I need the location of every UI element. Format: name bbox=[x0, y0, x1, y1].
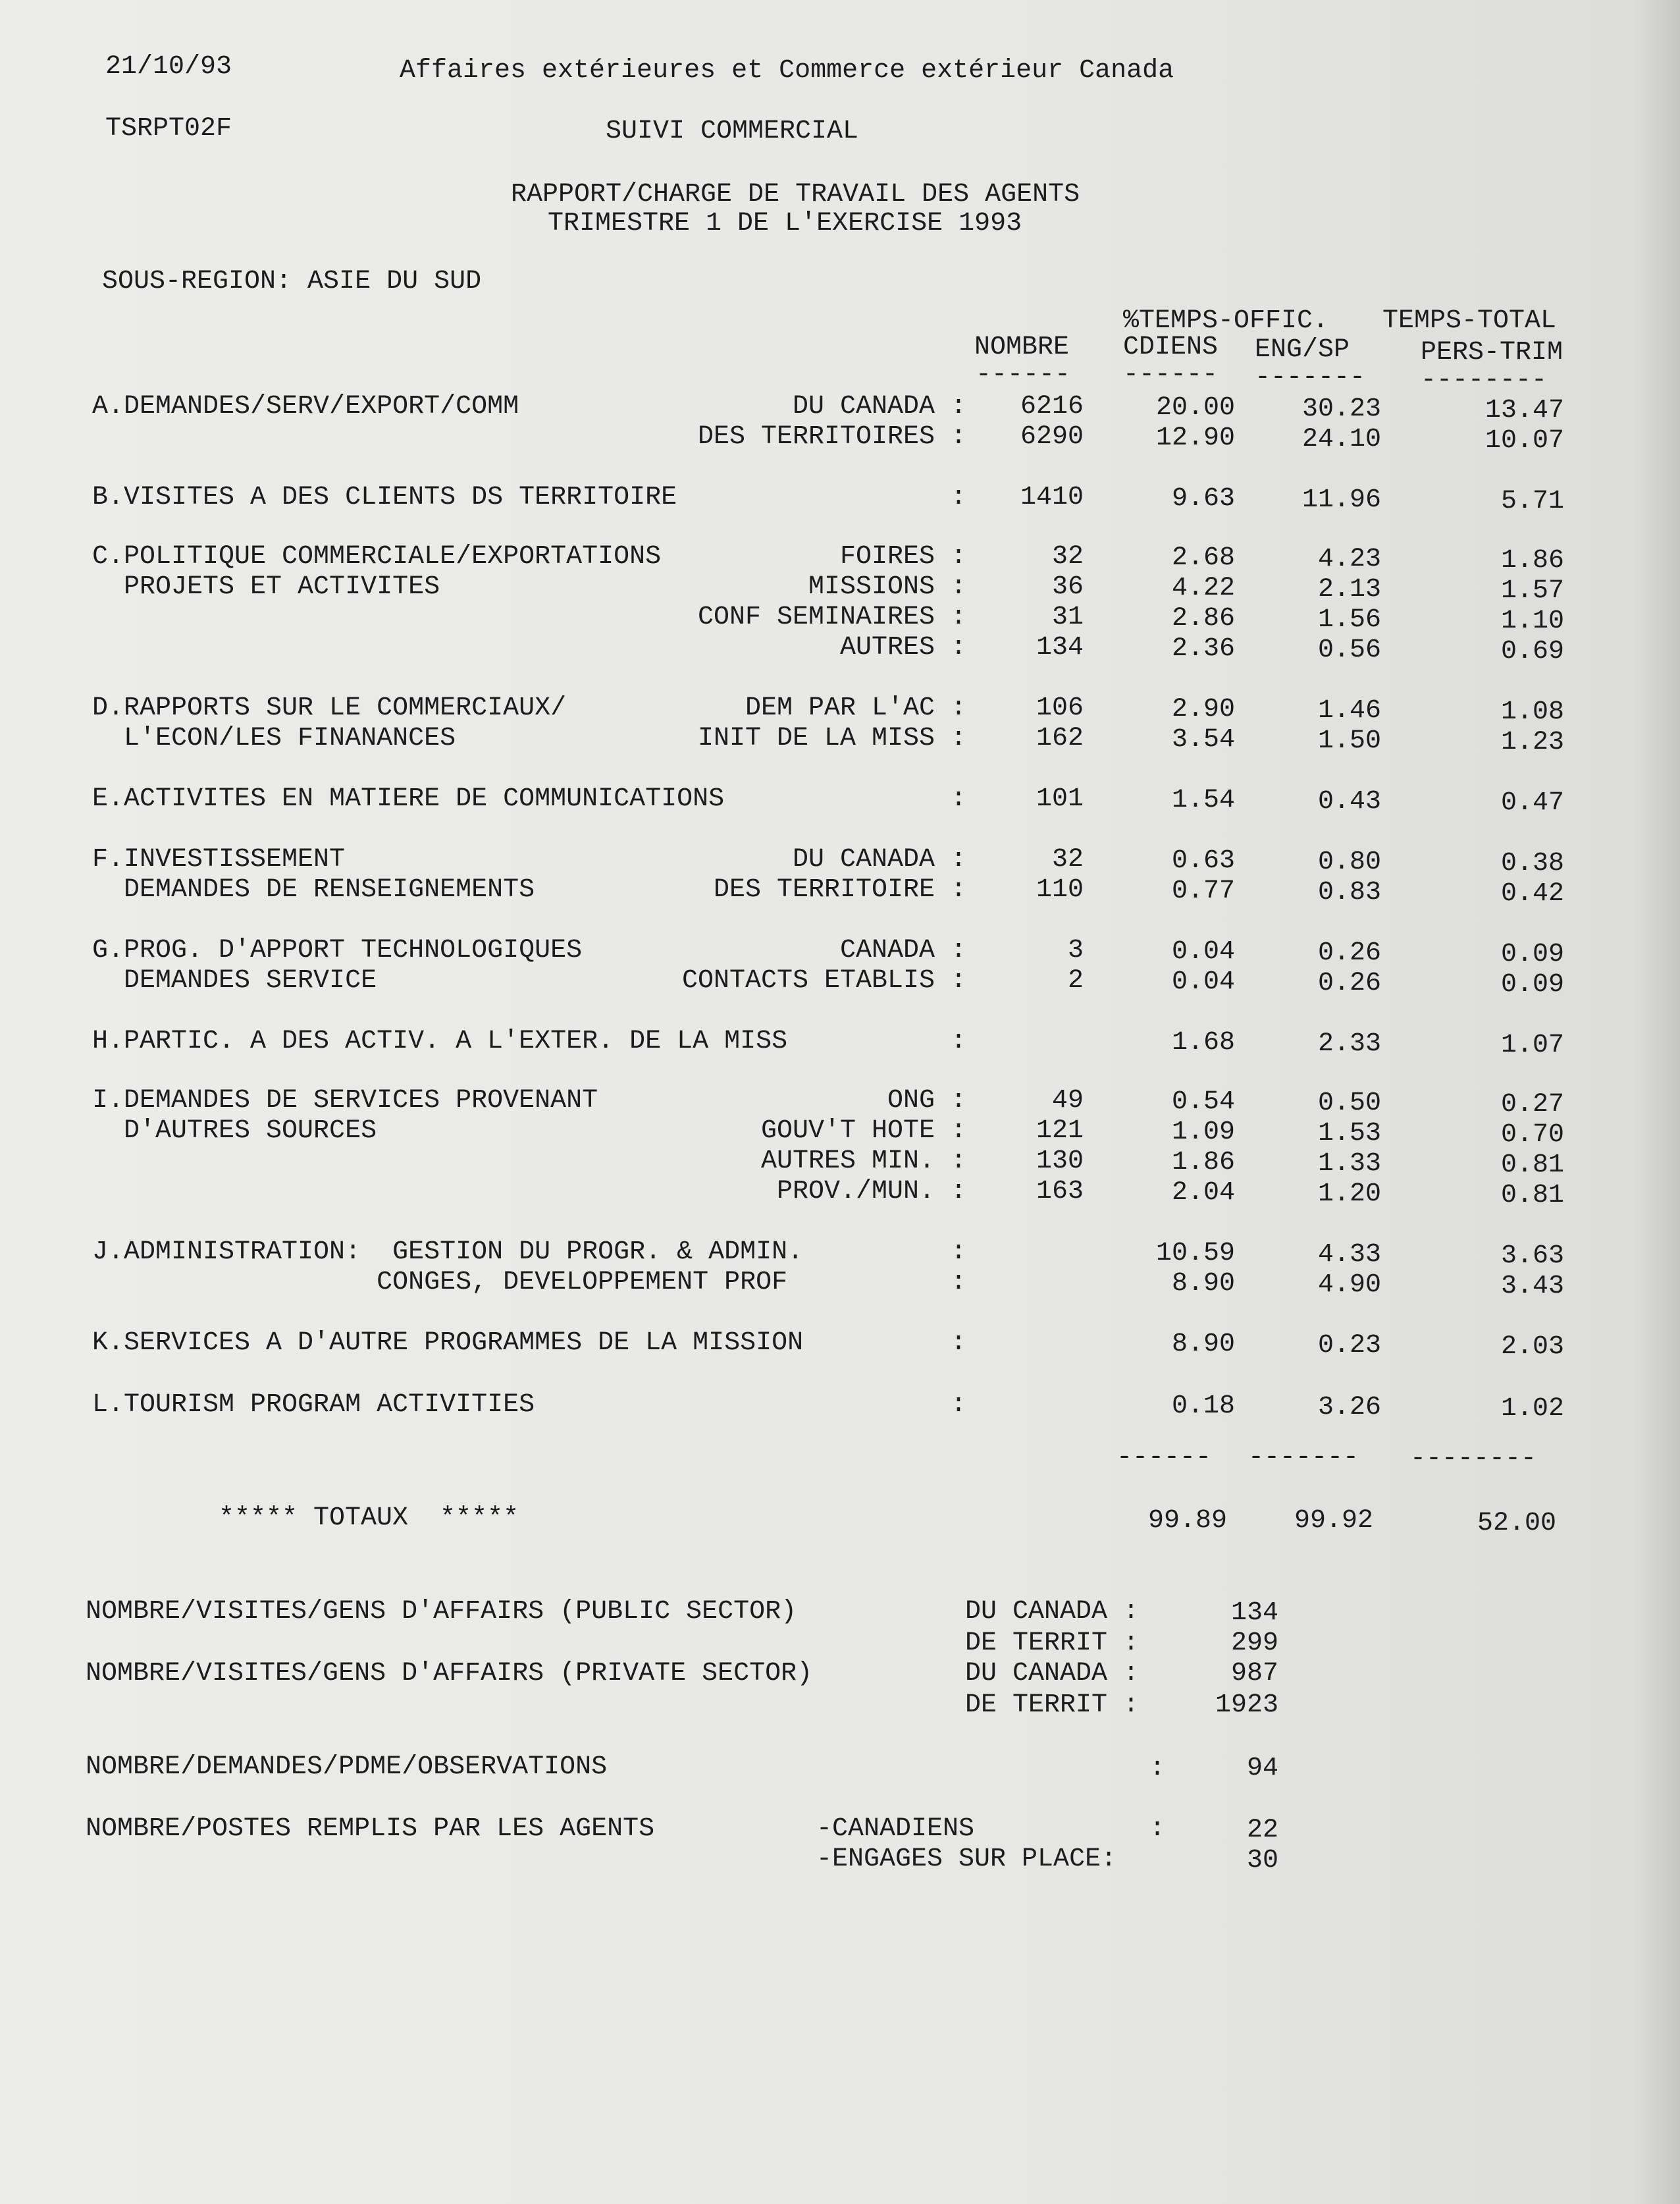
canadiens-label: -CANADIENS bbox=[816, 1814, 975, 1844]
private-visits-label: NOMBRE/VISITES/GENS D'AFFAIRS (PRIVATE SECTOR) bbox=[86, 1659, 813, 1688]
row-colon: : bbox=[951, 603, 967, 632]
engsp-cell: 1.33 bbox=[1317, 1149, 1381, 1179]
row-label: E.ACTIVITES EN MATIERE DE COMMUNICATIONS bbox=[92, 784, 725, 814]
column-perstrim: PERS-TRIM bbox=[1421, 338, 1563, 367]
column-cdiens: CDIENS bbox=[1123, 333, 1219, 362]
cdiens-cell: 0.04 bbox=[1171, 937, 1235, 967]
cdiens-cell: 2.36 bbox=[1171, 634, 1235, 664]
row-sublabel: INIT DE LA MISS bbox=[697, 724, 935, 753]
row-label: PROJETS ET ACTIVITES bbox=[92, 572, 440, 602]
row-colon: : bbox=[951, 392, 967, 421]
row-sublabel: AUTRES MIN. bbox=[760, 1146, 935, 1176]
nombre-cell: 130 bbox=[1036, 1146, 1084, 1176]
row-sublabel: PROV./MUN. bbox=[776, 1177, 935, 1206]
nombre-cell: 2 bbox=[1067, 966, 1084, 996]
row-label: L.TOURISM PROGRAM ACTIVITIES bbox=[92, 1390, 535, 1420]
nombre-cell: 121 bbox=[1036, 1116, 1084, 1146]
row-sublabel: ONG bbox=[887, 1086, 935, 1115]
engsp-cell: 2.33 bbox=[1317, 1029, 1381, 1059]
perstrim-cell: 0.47 bbox=[1500, 788, 1564, 818]
row-label: B.VISITES A DES CLIENTS DS TERRITOIRE bbox=[92, 483, 677, 512]
rule-cdiens: ------ bbox=[1123, 360, 1219, 390]
cdiens-cell: 10.59 bbox=[1155, 1239, 1235, 1268]
nombre-cell: 36 bbox=[1051, 572, 1084, 602]
engsp-cell: 1.20 bbox=[1317, 1179, 1381, 1209]
row-label: I.DEMANDES DE SERVICES PROVENANT bbox=[92, 1086, 598, 1115]
perstrim-cell: 0.42 bbox=[1500, 879, 1564, 909]
postes-label: NOMBRE/POSTES REMPLIS PAR LES AGENTS bbox=[86, 1814, 655, 1844]
cdiens-cell: 3.54 bbox=[1171, 725, 1235, 755]
nombre-cell: 6216 bbox=[1020, 392, 1084, 421]
engsp-cell: 0.50 bbox=[1317, 1089, 1381, 1118]
row-label: K.SERVICES A D'AUTRE PROGRAMMES DE LA MISSION bbox=[92, 1328, 804, 1358]
cdiens-cell: 8.90 bbox=[1171, 1330, 1235, 1359]
perstrim-cell: 2.03 bbox=[1500, 1332, 1564, 1362]
row-colon: : bbox=[951, 693, 967, 723]
perstrim-cell: 0.27 bbox=[1500, 1090, 1564, 1119]
engages-label: -ENGAGES SUR PLACE: bbox=[816, 1844, 1117, 1874]
row-colon: : bbox=[951, 1268, 967, 1297]
row-label: J.ADMINISTRATION: GESTION DU PROGR. & ADMIN. bbox=[92, 1237, 804, 1267]
row-sublabel: GOUV'T HOTE bbox=[760, 1116, 935, 1146]
cdiens-cell: 0.54 bbox=[1171, 1087, 1235, 1117]
engsp-cell: 0.26 bbox=[1317, 938, 1381, 968]
nombre-cell: 31 bbox=[1051, 603, 1084, 632]
column-engsp: ENG/SP bbox=[1255, 335, 1350, 365]
row-label: H.PARTIC. A DES ACTIV. A L'EXTER. DE LA MISS bbox=[92, 1027, 788, 1056]
row-colon: : bbox=[951, 845, 967, 874]
perstrim-cell: 3.43 bbox=[1500, 1272, 1564, 1301]
row-colon: : bbox=[951, 936, 967, 965]
engsp-cell: 24.10 bbox=[1301, 425, 1381, 454]
nombre-cell: 101 bbox=[1036, 784, 1084, 814]
engsp-cell: 0.26 bbox=[1317, 969, 1381, 998]
perstrim-cell: 1.07 bbox=[1500, 1031, 1564, 1060]
nombre-cell: 134 bbox=[1036, 633, 1084, 662]
totals-rule-eng: ------- bbox=[1248, 1443, 1359, 1472]
row-colon: : bbox=[951, 1146, 967, 1176]
column-group-pct: %TEMPS-OFFIC. bbox=[1123, 306, 1329, 336]
row-colon: : bbox=[951, 1027, 967, 1056]
row-colon: : bbox=[951, 784, 967, 814]
nombre-cell: 163 bbox=[1036, 1177, 1084, 1206]
organization-name: Affaires extérieures et Commerce extérieur Canada bbox=[400, 56, 1174, 86]
engsp-cell: 4.33 bbox=[1317, 1240, 1381, 1270]
row-colon: : bbox=[951, 572, 967, 602]
totals-perstrim: 52.00 bbox=[1477, 1509, 1556, 1538]
pdme-value: 94 bbox=[1246, 1754, 1278, 1783]
totals-cdiens: 99.89 bbox=[1147, 1506, 1227, 1536]
nombre-cell: 49 bbox=[1051, 1086, 1084, 1115]
row-sublabel: DU CANADA bbox=[792, 845, 935, 874]
cdiens-cell: 12.90 bbox=[1155, 423, 1235, 453]
engsp-cell: 1.50 bbox=[1317, 726, 1381, 756]
nombre-cell: 106 bbox=[1036, 693, 1084, 723]
public-canada-value: 134 bbox=[1230, 1598, 1278, 1628]
row-colon: : bbox=[951, 422, 967, 452]
report-period: TRIMESTRE 1 DE L'EXERCISE 1993 bbox=[548, 209, 1022, 238]
rule-perstrim: -------- bbox=[1421, 365, 1548, 395]
row-colon: : bbox=[951, 542, 967, 572]
nombre-cell: 1410 bbox=[1020, 483, 1084, 512]
row-label: DEMANDES DE RENSEIGNEMENTS bbox=[92, 875, 535, 905]
pdme-colon: : bbox=[1149, 1754, 1166, 1783]
nombre-cell: 32 bbox=[1051, 845, 1084, 874]
public-territ-label: DE TERRIT : bbox=[965, 1628, 1140, 1658]
perstrim-cell: 1.02 bbox=[1500, 1394, 1564, 1424]
perstrim-cell: 1.08 bbox=[1500, 697, 1564, 727]
row-colon: : bbox=[951, 875, 967, 905]
private-canada-value: 987 bbox=[1230, 1659, 1278, 1688]
private-territ-value: 1923 bbox=[1215, 1690, 1278, 1720]
row-colon: : bbox=[951, 633, 967, 662]
page-edge-shadow bbox=[1634, 0, 1680, 2204]
perstrim-cell: 0.38 bbox=[1500, 849, 1564, 878]
row-colon: : bbox=[951, 966, 967, 996]
row-label: G.PROG. D'APPORT TECHNOLOGIQUES bbox=[92, 936, 583, 965]
row-sublabel: CONTACTS ETABLIS bbox=[681, 966, 935, 996]
row-label: D.RAPPORTS SUR LE COMMERCIAUX/ bbox=[92, 693, 567, 723]
perstrim-cell: 0.81 bbox=[1500, 1150, 1564, 1180]
canadiens-colon: : bbox=[1149, 1814, 1166, 1844]
totals-label: ***** TOTAUX ***** bbox=[219, 1503, 519, 1533]
column-nombre: NOMBRE bbox=[974, 333, 1070, 362]
system-name: SUIVI COMMERCIAL bbox=[606, 117, 859, 146]
totals-rule-cd: ------ bbox=[1116, 1443, 1212, 1472]
perstrim-cell: 0.69 bbox=[1500, 637, 1564, 666]
perstrim-cell: 13.47 bbox=[1484, 396, 1564, 425]
cdiens-cell: 20.00 bbox=[1155, 393, 1235, 423]
cdiens-cell: 2.90 bbox=[1171, 695, 1235, 724]
private-territ-label: DE TERRIT : bbox=[965, 1690, 1140, 1720]
nombre-cell: 110 bbox=[1036, 875, 1084, 905]
row-sublabel: DES TERRITOIRE bbox=[713, 875, 935, 905]
cdiens-cell: 2.86 bbox=[1171, 604, 1235, 633]
row-sublabel: CONF SEMINAIRES bbox=[697, 603, 935, 632]
perstrim-cell: 1.23 bbox=[1500, 728, 1564, 757]
public-visits-label: NOMBRE/VISITES/GENS D'AFFAIRS (PUBLIC SECTOR) bbox=[86, 1597, 797, 1626]
report-date: 21/10/93 bbox=[105, 52, 232, 82]
nombre-cell: 6290 bbox=[1020, 422, 1084, 452]
perstrim-cell: 0.70 bbox=[1500, 1120, 1564, 1150]
cdiens-cell: 1.86 bbox=[1171, 1148, 1235, 1177]
row-label: F.INVESTISSEMENT bbox=[92, 845, 346, 874]
cdiens-cell: 0.77 bbox=[1171, 876, 1235, 906]
totals-engsp: 99.92 bbox=[1294, 1506, 1373, 1536]
cdiens-cell: 0.04 bbox=[1171, 967, 1235, 997]
engsp-cell: 0.23 bbox=[1317, 1331, 1381, 1360]
row-colon: : bbox=[951, 1086, 967, 1115]
subregion: SOUS-REGION: ASIE DU SUD bbox=[102, 267, 482, 296]
row-sublabel: MISSIONS bbox=[808, 572, 935, 602]
perstrim-cell: 0.09 bbox=[1500, 970, 1564, 1000]
row-colon: : bbox=[951, 1116, 967, 1146]
engsp-cell: 0.43 bbox=[1317, 787, 1381, 817]
row-label: CONGES, DEVELOPPEMENT PROF bbox=[92, 1268, 788, 1297]
report-title: RAPPORT/CHARGE DE TRAVAIL DES AGENTS bbox=[511, 180, 1080, 209]
pdme-label: NOMBRE/DEMANDES/PDME/OBSERVATIONS bbox=[86, 1752, 608, 1782]
row-sublabel: DU CANADA bbox=[792, 392, 935, 421]
row-colon: : bbox=[951, 483, 967, 512]
rule-engsp: ------- bbox=[1255, 363, 1366, 392]
cdiens-cell: 8.90 bbox=[1171, 1269, 1235, 1299]
nombre-cell: 3 bbox=[1067, 936, 1084, 965]
cdiens-cell: 4.22 bbox=[1171, 574, 1235, 603]
cdiens-cell: 2.04 bbox=[1171, 1178, 1235, 1208]
cdiens-cell: 0.63 bbox=[1171, 846, 1235, 876]
report-code: TSRPT02F bbox=[105, 114, 232, 144]
perstrim-cell: 5.71 bbox=[1500, 487, 1564, 516]
perstrim-cell: 1.57 bbox=[1500, 576, 1564, 606]
cdiens-cell: 1.68 bbox=[1171, 1028, 1235, 1058]
row-sublabel: DEM PAR L'AC bbox=[745, 693, 935, 723]
row-colon: : bbox=[951, 1177, 967, 1206]
public-territ-value: 299 bbox=[1230, 1628, 1278, 1658]
engsp-cell: 2.13 bbox=[1317, 575, 1381, 605]
engsp-cell: 30.23 bbox=[1301, 394, 1381, 424]
engsp-cell: 1.53 bbox=[1317, 1119, 1381, 1148]
row-sublabel: CANADA bbox=[839, 936, 935, 965]
cdiens-cell: 2.68 bbox=[1171, 543, 1235, 573]
column-group-total: TEMPS-TOTAL bbox=[1382, 306, 1557, 336]
row-colon: : bbox=[951, 1237, 967, 1267]
public-canada-label: DU CANADA : bbox=[965, 1597, 1140, 1626]
totals-rule-pt: -------- bbox=[1410, 1444, 1537, 1474]
engsp-cell: 3.26 bbox=[1317, 1393, 1381, 1422]
engsp-cell: 4.23 bbox=[1317, 545, 1381, 574]
perstrim-cell: 1.86 bbox=[1500, 546, 1564, 576]
engsp-cell: 0.80 bbox=[1317, 847, 1381, 877]
row-sublabel: AUTRES bbox=[839, 633, 935, 662]
engsp-cell: 4.90 bbox=[1317, 1270, 1381, 1300]
engsp-cell: 0.83 bbox=[1317, 878, 1381, 907]
row-label: DEMANDES SERVICE bbox=[92, 966, 377, 996]
rule-nombre: ------ bbox=[976, 360, 1071, 390]
row-colon: : bbox=[951, 1328, 967, 1358]
canadiens-value: 22 bbox=[1246, 1815, 1278, 1845]
perstrim-cell: 1.10 bbox=[1500, 606, 1564, 636]
row-label: C.POLITIQUE COMMERCIALE/EXPORTATIONS bbox=[92, 542, 662, 572]
cdiens-cell: 1.54 bbox=[1171, 786, 1235, 815]
perstrim-cell: 0.81 bbox=[1500, 1181, 1564, 1210]
engsp-cell: 0.56 bbox=[1317, 635, 1381, 665]
row-colon: : bbox=[951, 724, 967, 753]
row-label: D'AUTRES SOURCES bbox=[92, 1116, 377, 1146]
cdiens-cell: 0.18 bbox=[1171, 1391, 1235, 1421]
cdiens-cell: 9.63 bbox=[1171, 484, 1235, 514]
row-label: L'ECON/LES FINANANCES bbox=[92, 724, 456, 753]
cdiens-cell: 1.09 bbox=[1171, 1117, 1235, 1147]
row-sublabel: FOIRES bbox=[839, 542, 935, 572]
engsp-cell: 1.46 bbox=[1317, 696, 1381, 726]
engsp-cell: 11.96 bbox=[1301, 485, 1381, 515]
perstrim-cell: 3.63 bbox=[1500, 1241, 1564, 1271]
engages-value: 30 bbox=[1246, 1846, 1278, 1875]
row-colon: : bbox=[951, 1390, 967, 1420]
row-sublabel: DES TERRITOIRES bbox=[697, 422, 935, 452]
nombre-cell: 32 bbox=[1051, 542, 1084, 572]
row-label: A.DEMANDES/SERV/EXPORT/COMM bbox=[92, 392, 519, 421]
engsp-cell: 1.56 bbox=[1317, 605, 1381, 635]
nombre-cell: 162 bbox=[1036, 724, 1084, 753]
perstrim-cell: 0.09 bbox=[1500, 940, 1564, 969]
perstrim-cell: 10.07 bbox=[1484, 426, 1564, 456]
private-canada-label: DU CANADA : bbox=[965, 1659, 1140, 1688]
